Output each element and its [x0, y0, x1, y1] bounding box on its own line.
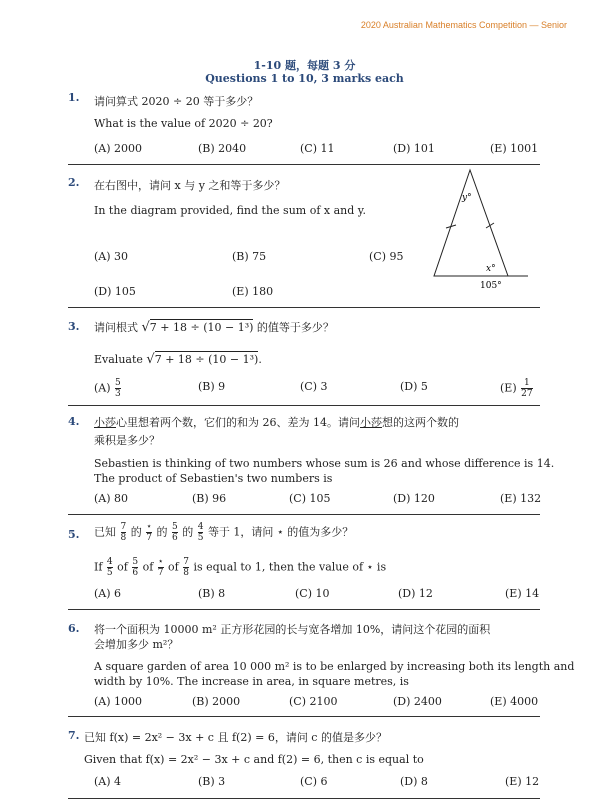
option-label: (A) — [94, 381, 111, 395]
fraction — [115, 378, 121, 399]
numerator: 4 — [197, 522, 204, 532]
divider — [68, 164, 540, 165]
question-text-en-line2: width by 10%. The increase in area, in square metres, is — [94, 675, 409, 688]
question-text-en: Sebastien is thinking of two numbers whose sum is 26 and whose difference is 14. — [94, 457, 555, 470]
divider — [68, 405, 540, 406]
option-e[interactable]: (E) 4000 — [490, 695, 539, 708]
numerator: 5 — [171, 522, 178, 532]
fraction — [121, 522, 127, 543]
denominator: 8 — [183, 568, 189, 578]
fraction — [132, 557, 138, 578]
text-suffix: . — [258, 353, 262, 366]
denominator: 6 — [132, 568, 139, 578]
option-a[interactable]: (A) 2000 — [94, 142, 143, 155]
denominator: 3 — [115, 389, 121, 399]
text-suffix: 等于 1，请问 ⋆ 的值为多少？ — [207, 525, 354, 539]
option-e[interactable]: (E) 14 — [505, 587, 540, 600]
question-number: 7. — [68, 729, 80, 742]
text-segment: 心里想着两个数，它们的和为 26、差为 14。请问 — [116, 416, 360, 429]
name-underlined: 小莎 — [94, 416, 116, 429]
text-suffix: 的值等于多少？ — [256, 321, 334, 334]
option-a[interactable]: (A) 30 — [94, 250, 129, 263]
option-c[interactable]: (C) 2100 — [289, 695, 338, 708]
fraction — [183, 557, 189, 578]
numerator: 1 — [523, 378, 530, 388]
divider — [68, 514, 540, 515]
angle-label-x: x° — [486, 264, 496, 274]
divider — [68, 716, 540, 717]
denominator: 6 — [171, 533, 178, 543]
option-e[interactable]: (E) 12 — [505, 775, 540, 788]
text-segment: 想的这两个数的 — [382, 416, 459, 429]
fraction — [158, 557, 164, 578]
numerator: ⋆ — [146, 522, 152, 532]
question-text-zh: 请问算式 2020 ÷ 20 等于多少？ — [94, 95, 259, 108]
question-text-zh-line2: 会增加多少 m²？ — [94, 638, 179, 651]
question-text-en: In the diagram provided, find the sum of x and y. — [94, 204, 367, 217]
angle-label-y: y° — [462, 193, 472, 203]
radicand: 7 + 18 ÷ (10 − 1³) — [154, 353, 259, 366]
running-header: 2020 Australian Mathematics Competition — Senior — [360, 20, 567, 30]
option-d[interactable]: (D) 2400 — [393, 695, 442, 708]
option-b[interactable]: (B) 8 — [198, 587, 226, 600]
option-b[interactable]: (B) 3 — [198, 775, 226, 788]
option-d[interactable]: (D) 5 — [400, 380, 428, 393]
question-text-en: What is the value of 2020 ÷ 20? — [94, 117, 273, 130]
option-b[interactable]: (B) 9 — [198, 380, 226, 393]
text-prefix: If — [94, 560, 103, 574]
question-number: 1. — [68, 91, 80, 104]
option-c[interactable]: (C) 10 — [295, 587, 330, 600]
section-title-zh: 1-10 题，每题 3 分 — [253, 59, 356, 72]
denominator: 5 — [197, 533, 204, 543]
question-number: 5. — [68, 528, 80, 541]
radical-sign: √ — [146, 352, 155, 367]
option-c[interactable]: (C) 11 — [300, 142, 335, 155]
triangle-diagram — [420, 168, 540, 300]
question-text-zh — [94, 414, 459, 430]
option-c[interactable]: (C) 3 — [300, 380, 328, 393]
numerator: 5 — [132, 557, 139, 567]
denominator: 7 — [157, 568, 164, 578]
numerator: 7 — [120, 522, 127, 532]
option-b[interactable]: (B) 2000 — [192, 695, 241, 708]
divider — [68, 609, 540, 610]
option-d[interactable]: (D) 105 — [94, 285, 136, 298]
numerator: 5 — [115, 378, 121, 388]
option-c[interactable]: (C) 6 — [300, 775, 328, 788]
question-number: 2. — [68, 176, 80, 189]
option-d[interactable]: (D) 8 — [400, 775, 428, 788]
option-d[interactable]: (D) 120 — [393, 492, 435, 505]
divider — [68, 798, 540, 799]
option-a[interactable] — [94, 378, 122, 399]
text-of: 的 — [182, 525, 194, 539]
fraction — [107, 557, 113, 578]
question-number: 3. — [68, 320, 80, 333]
fraction — [521, 378, 532, 399]
denominator: 5 — [106, 568, 113, 578]
text-of: 的 — [130, 525, 142, 539]
text-of: of — [168, 560, 179, 574]
option-a[interactable]: (A) 6 — [94, 587, 122, 600]
question-text-zh: 将一个面积为 10000 m² 正方形花园的长与宽各增加 10%，请问这个花园的面积 — [94, 623, 491, 636]
fraction — [146, 522, 152, 543]
question-text-zh — [94, 319, 334, 335]
question-number: 6. — [68, 622, 80, 635]
option-b[interactable]: (B) 96 — [192, 492, 227, 505]
question-text-en: Given that f(x) = 2x² − 3x + c and f(2) = 6, then c is equal to — [84, 753, 424, 766]
option-b[interactable]: (B) 2040 — [198, 142, 247, 155]
option-e[interactable]: (E) 1001 — [490, 142, 539, 155]
question-text-zh — [94, 522, 353, 543]
question-text-zh: 已知 f(x) = 2x² − 3x + c 且 f(2) = 6，请问 c 的值是多少？ — [84, 731, 387, 744]
option-d[interactable]: (D) 101 — [393, 142, 435, 155]
option-e[interactable] — [500, 378, 534, 399]
fraction — [198, 522, 204, 543]
denominator: 8 — [120, 533, 127, 543]
text-suffix: is equal to 1, then the value of ⋆ is — [193, 560, 387, 574]
option-b[interactable]: (B) 75 — [232, 250, 267, 263]
question-text-en — [94, 352, 262, 367]
question-text-zh: 在右图中，请问 x 与 y 之和等于多少？ — [94, 179, 286, 192]
radicand: 7 + 18 ÷ (10 − 1³) — [149, 321, 254, 334]
question-text-en: A square garden of area 10 000 m² is to be enlarged by increasing both its length and — [94, 660, 575, 673]
question-number: 4. — [68, 415, 80, 428]
text-prefix: 请问根式 — [94, 321, 138, 334]
numerator: ⋆ — [157, 557, 164, 567]
option-a[interactable]: (A) 4 — [94, 775, 122, 788]
text-of: of — [142, 560, 154, 574]
fraction — [172, 522, 178, 543]
option-c[interactable]: (C) 105 — [289, 492, 331, 505]
text-of: of — [117, 560, 128, 574]
text-prefix: 已知 — [94, 525, 116, 539]
question-text-en — [94, 557, 386, 578]
name-underlined: 小莎 — [360, 416, 382, 429]
numerator: 4 — [106, 557, 113, 567]
text-of: 的 — [156, 525, 168, 539]
option-e[interactable]: (E) 132 — [500, 492, 542, 505]
option-a[interactable]: (A) 1000 — [94, 695, 143, 708]
option-label: (E) — [500, 381, 517, 395]
radical-sign: √ — [141, 320, 150, 335]
option-d[interactable]: (D) 12 — [398, 587, 433, 600]
text-prefix: Evaluate — [94, 353, 143, 366]
section-title-en: Questions 1 to 10, 3 marks each — [205, 72, 404, 85]
denominator: 7 — [146, 533, 152, 543]
numerator: 7 — [183, 557, 189, 567]
option-a[interactable]: (A) 80 — [94, 492, 129, 505]
option-e[interactable]: (E) 180 — [232, 285, 274, 298]
denominator: 27 — [521, 389, 533, 399]
question-text-zh-line2: 乘积是多少？ — [94, 434, 160, 447]
question-text-en-line2: The product of Sebastien's two numbers is — [94, 472, 333, 485]
angle-label-105: 105° — [480, 281, 502, 291]
divider — [68, 307, 540, 308]
option-c[interactable]: (C) 95 — [369, 250, 404, 263]
